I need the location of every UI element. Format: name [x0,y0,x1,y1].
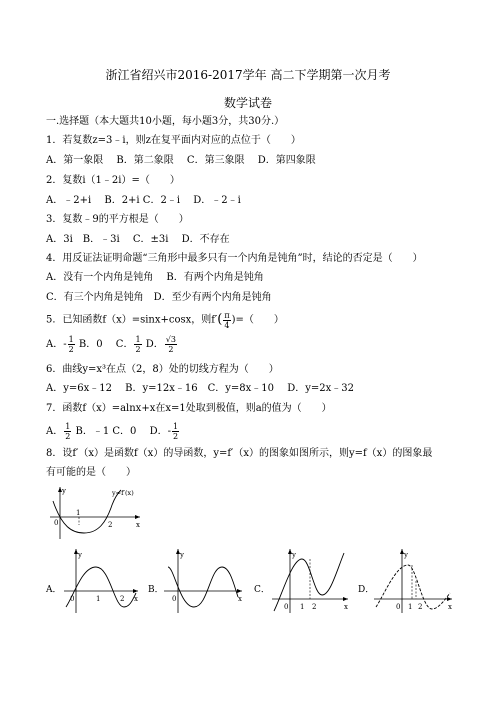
svg-text:1: 1 [300,603,305,611]
svg-text:x: x [134,595,138,603]
q2-stem: 2．复数i（1﹣2i）=（ ） [46,175,180,186]
svg-text:1: 1 [408,603,413,611]
option-b-label: B． [148,585,164,595]
svg-text:y: y [78,551,82,559]
q8-stem-1: 8．设f′（x）是函数f（x）的导函数，y=f′（x）的图象如图所示，则y=f（x）的图象最 [46,448,433,459]
section-heading: 一.选择题（本大题共10小题，每小题3分，共30分.） [46,116,285,127]
q1-options: A．第一象限 B．第二象限 C．第三象限 D．第四象限 [46,155,316,166]
derivative-graph [46,485,146,541]
option-d-graph [370,545,456,615]
option-c-label: C． [254,585,270,595]
exam-title: 浙江省绍兴市2016-2017学年 高二下学期第一次月考 [105,68,391,82]
q7-stem: 7．函数f（x）=alnx+x在x=1处取到极值，则a的值为（ ） [46,403,332,414]
svg-text:1: 1 [96,595,101,603]
svg-text:0: 0 [70,595,75,603]
option-c-graph [268,545,352,615]
svg-text:2: 2 [312,603,317,611]
q5-stem: 5．已知函数f（x）=sinx+cosx，则f′( $\frac{\pi}{4}$ )=（ ） [46,310,284,330]
curve-label: y=f′(x) [112,489,134,497]
q6-options: A．y=6x﹣12 B．y=12x﹣16 C．y=8x﹣10 D．y=2x﹣32 [46,383,354,394]
svg-text:0: 0 [172,595,177,603]
svg-text:y: y [292,551,296,559]
q4-options-2: C．有三个内角是钝角 D．至少有两个内角是钝角 [46,292,272,303]
q7-options: A． $\frac{1}{2}$ B．﹣1 C．0 D．- $\frac{1}{2}$ [46,422,179,441]
q3-options: A．3i B．﹣3i C．±3i D．不存在 [46,234,230,245]
tick-2-label: 2 [108,521,113,529]
option-d-label: D． [358,585,375,595]
option-a-label: A． [46,585,62,595]
q8-stem-2: 有可能的是（ ） [46,467,136,478]
svg-text:x: x [344,603,348,611]
q4-stem: 4．用反证法证明命题“三角形中最多只有一个内角是钝角”时，结论的否定是（ ） [46,253,423,264]
svg-text:y: y [404,551,408,559]
svg-text:y: y [180,551,184,559]
svg-text:x: x [448,603,452,611]
svg-text:0: 0 [284,603,289,611]
svg-text:x: x [238,595,242,603]
q5-options: A．- $\frac{1}{2}$ B．0 C． $\frac{1}{2}$ D． $\frac{√3}{2}$ [46,335,176,354]
svg-text:2: 2 [120,595,125,603]
tick-1-label: 1 [76,509,81,517]
q1-stem: 1．若复数z=3﹣i，则z在复平面内对应的点位于（ ） [46,135,301,146]
q2-options: A．﹣2+i B．2+i C．2﹣i D．﹣2﹣i [46,195,241,206]
svg-text:0: 0 [396,603,401,611]
option-b-graph [160,545,246,615]
option-a-graph [60,545,142,615]
svg-text:2: 2 [418,603,423,611]
origin-label: 0 [54,519,59,527]
axis-y-label: y [62,487,66,495]
pi-over-4: $\frac{\pi}{4}$ [224,310,230,330]
q3-stem: 3．复数﹣9的平方根是（ ） [46,214,189,225]
q6-stem: 6．曲线y=x³在点（2，8）处的切线方程为（ ） [46,364,279,375]
q4-options-1: A．没有一个内角是钝角 B．有两个内角是钝角 [46,272,264,283]
axis-x-label: x [136,521,140,529]
exam-subtitle: 数学试卷 [223,96,272,110]
